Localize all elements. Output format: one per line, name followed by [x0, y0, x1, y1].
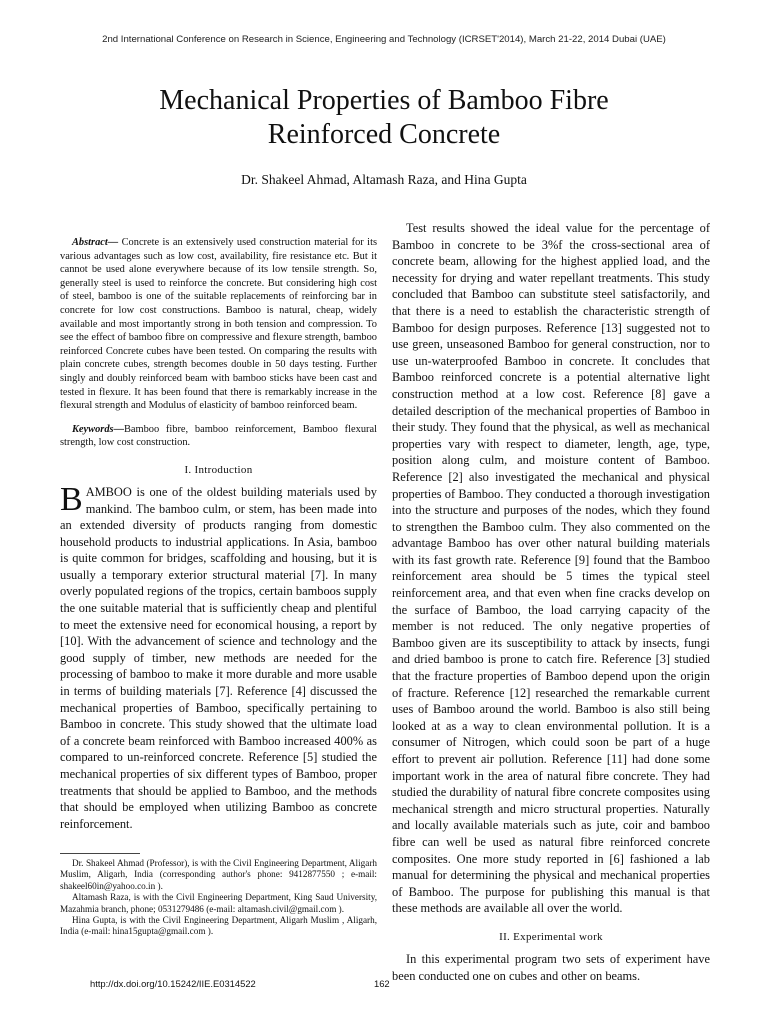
keywords-text: Bamboo fibre, bamboo reinforcement, Bamboo flexural strength, low cost construction.: [60, 423, 377, 449]
title-line-2: Reinforced Concrete: [267, 119, 501, 150]
experimental-work-paragraph: In this experimental program two sets of experiment have been conducted one on cubes and other on beams.: [392, 951, 710, 983]
footnote-author-2: Altamash Raza, is with the Civil Engineering Department, King Saud University, Mazahmia branch, phone; 0531279486 (e-mail: altamash.civil@gmail.com ).: [60, 892, 377, 914]
keywords-label: Keywords—: [72, 423, 124, 435]
author-footnotes: [60, 858, 377, 938]
left-column: [60, 236, 377, 832]
footnote-author-1: Dr. Shakeel Ahmad (Professor), is with the Civil Engineering Department, Aligarh Muslim, Aligarh, India (corresponding author's phone: 9412877550 ; e-mail: shakeel60in@yahoo.co.in ).: [60, 858, 377, 891]
abstract: [60, 236, 377, 413]
doi-link[interactable]: http://dx.doi.org/10.15242/IIE.E0314522: [90, 978, 256, 989]
conference-header: 2nd International Conference on Research in Science, Engineering and Technology (ICRSET'2014), March 21-22, 2014 Dubai (UAE): [102, 34, 666, 45]
introduction-text: AMBOO is one of the oldest building materials used by mankind. The bamboo culm, or stem, has been made into an extended diversity of products ranging from domestic household products to industrial applications. In Asia, bamboo is quite common for bridges, scaffolding and housing, but it is usually a temporary exterior structural material [7]. In many overly populated regions of the tropics, certain bamboos supply the one suitable material that is sufficiently cheap and plentiful to meet the extensive need for economical housing, a report by [10]. With the advancement of science and technology and the good supply of timber, new methods are needed for the processing of bamboo to make it more durable and more usable in terms of building materials [7]. Reference [4] discussed the mechanical properties of Bamboo, specifically pertaining to Bamboo in concrete. This study showed that the ultimate load of a concrete beam reinforced with Bamboo increased 400% as compared to un-reinforced concrete. Reference [5] studied the mechanical properties of six different types of Bamboo, proper treatments that should be applied to Bamboo, and the methods that should be employed when utilizing Bamboo as concrete reinforcement.: [60, 484, 377, 831]
introduction-paragraph: [60, 480, 377, 832]
section-heading-experimental-work: II. Experimental work: [499, 930, 603, 943]
author-list: Dr. Shakeel Ahmad, Altamash Raza, and Hina Gupta: [241, 172, 527, 187]
keywords: [60, 423, 377, 450]
section-heading-introduction: I. Introduction: [184, 463, 253, 476]
title-line-1: Mechanical Properties of Bamboo Fibre: [159, 85, 609, 116]
footnote-author-3: Hina Gupta, is with the Civil Engineering Department, Aligarh Muslim , Aligarh, India (e-mail: hina15gupta@gmail.com ).: [60, 915, 377, 937]
abstract-label: Abstract—: [72, 237, 119, 248]
footnote-divider: [60, 853, 140, 854]
right-column: [392, 220, 710, 984]
drop-cap: B: [60, 480, 83, 518]
page-number: 162: [374, 978, 390, 989]
abstract-text: Concrete is an extensively used construction material for its various advantages such as low cost, availability, fire resistance etc. But it cannot be used alone everywhere because of its low tensile strength. So, generally steel is used to reinforce the concrete. But considering high cost of steel, bamboo is one of the suitable replacements of reinforcing bar in concrete for low cost constructions. Bamboo is natural, cheap, widely available and most importantly strong in both tension and compression. To see the effect of bamboo fibre on compressive and flexure strength, bamboo reinforced Concrete cubes have been tested. On comparing the results with plain concrete cubes, strength becomes double in 50 days testing. Further singly and doubly reinforced beam with bamboo sticks have been cast and tested in flexure. It has been found that there is remarkably increase in the flexural strength and Modulus of elasticity of bamboo reinforced beam.: [60, 237, 377, 412]
literature-review-paragraph: Test results showed the ideal value for the percentage of Bamboo in concrete to be 3%f the cross-sectional area of concrete beam, allowing for the highest applied load, and the necessity for drying and water repellant treatments. This study concluded that Bamboo can substitute steel satisfactorily, and that there is a need to establish the characteristic strength of Bamboo for design purposes. Reference [13] suggested not to use green, unseasoned Bamboo for general construction, nor to use un-waterproofed Bamboo in concrete. It concludes that Bamboo reinforced concrete is a potential alternative light construction method at a low cost. Reference [8] gave a detailed description of the mechanical properties of Bamboo in their study. They found that the physical, as well as mechanical properties vary with respect to diameter, length, age, type, position along culm, and moisture content of Bamboo. Reference [2] also investigated the mechanical and physical properties of Bamboo. They conducted a thorough investigation into the structure and purposes of the nodes, which they found to strengthen the Bamboo culm. They also commented on the advantage Bamboo has over other natural building materials with its fast growth rate. Reference [9] found that the Bamboo reinforcement area should be 5 times the typical steel reinforcement area, and that even when fine cracks develop on the surface of Bamboo, the load carrying capacity of the member is not reduced. The only negative properties of Bamboo given are its susceptibility to attack by insects, fungi and dried bamboo is prone to catch fire. Reference [3] studied that the fracture properties of Bamboo depend upon the origin of fracture. Reference [12] researched the remarkable current uses of Bamboo around the world. Bamboo is also still being looked at as a way to clean environmental pollution. It is a consumer of Nitrogen, which could soon be part of a huge effort to prevent air pollution. Reference [11] had done some important work in the area of natural fibre concrete. They had studied the durability of natural fibre concrete composites using mechanical strength and micro structural properties. Naturally and locally available materials such as jute, coir and bamboo fibre can well be used as natural fibre reinforced concrete composites. One more study reported in [6] fashioned a lab manual for determining the physical and mechanical properties of Bamboo. The purpose for publishing this manual is that these methods are available all over the world.: [392, 221, 710, 916]
paper-title: [60, 84, 708, 152]
